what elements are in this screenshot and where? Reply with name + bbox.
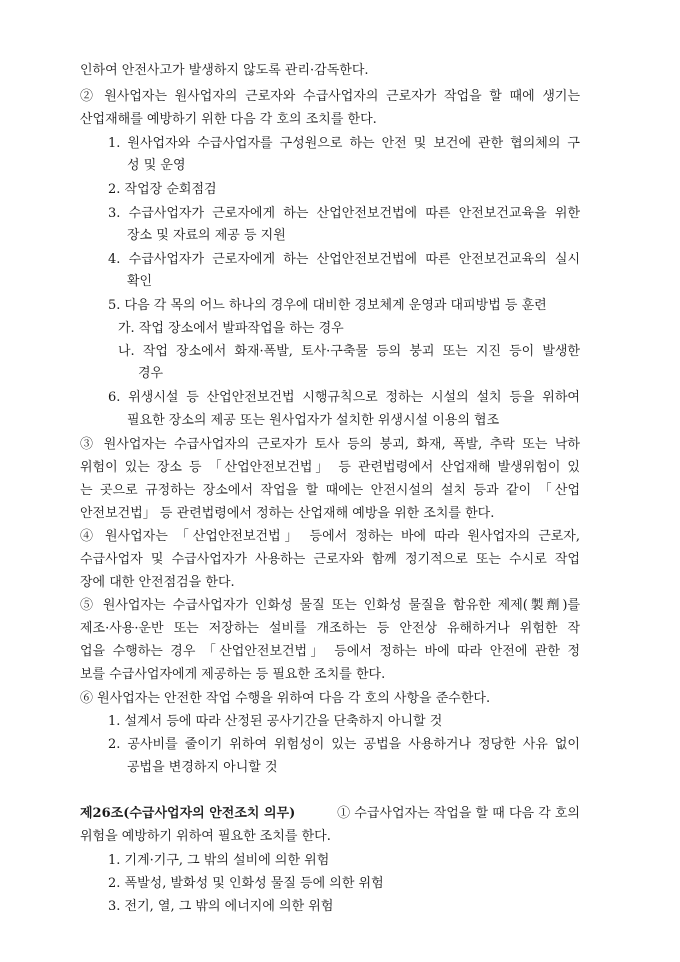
list-item: 1. 원사업자와 수급사업자를 구성원으로 하는 안전 및 보건에 관한 협의체의 구 <box>108 136 580 151</box>
list-item-continuation: 확인 <box>127 274 153 289</box>
list-item: 3. 수급사업자가 근로자에게 하는 산업안전보건법에 따른 안전보건교육을 위한 <box>108 206 580 221</box>
list-item: 6. 위생시설 등 산업안전보건법 시행규칙으로 정하는 시설의 설치 등을 위하여 <box>108 390 580 405</box>
text-line: ⑥ 원사업자는 안전한 작업 수행을 위하여 다음 각 호의 사항을 준수한다. <box>80 691 491 706</box>
text-line: 산업재해를 예방하기 위한 다음 각 호의 조치를 한다. <box>80 112 377 127</box>
list-item: 3. 전기, 열, 그 밖의 에너지에 의한 위험 <box>108 899 334 914</box>
text-line: ② 원사업자는 원사업자의 근로자와 수급사업자의 근로자가 작업을 할 때에 생기는 <box>80 89 580 104</box>
text-line: 안전보건법」 등 관련법령에서 정하는 산업재해 예방을 위한 조치를 한다. <box>80 506 495 521</box>
list-item-continuation: 공법을 변경하지 아니할 것 <box>127 760 278 775</box>
article-title: 제26조(수급사업자의 안전조치 의무) <box>80 806 296 821</box>
article-heading-line <box>80 806 580 822</box>
list-item: 5. 다음 각 목의 어느 하나의 경우에 대비한 경보체계 운영과 대피방법 등 훈련 <box>108 298 547 313</box>
list-item: 1. 기계·기구, 그 밖의 설비에 의한 위험 <box>108 853 330 868</box>
list-item: 2. 공사비를 줄이기 위하여 위험성이 있는 공법을 사용하거나 정당한 사유 없이 <box>108 737 580 752</box>
article-text: ① 수급사업자는 작업을 할 때 다음 각 호의 <box>337 806 580 821</box>
list-item: 2. 폭발성, 발화성 및 인화성 물질 등에 의한 위험 <box>108 876 384 891</box>
list-item-continuation: 장소 및 자료의 제공 등 지원 <box>127 228 286 243</box>
list-item-continuation: 성 및 운영 <box>127 158 186 173</box>
text-line: 는 곳으로 규정하는 장소에서 작업을 할 때에는 안전시설의 설치 등과 같이 「산업 <box>80 483 580 498</box>
text-line: 인하여 안전사고가 발생하지 않도록 관리·감독한다. <box>80 63 369 78</box>
text-line: ③ 원사업자는 수급사업자의 근로자가 토사 등의 붕괴, 화재, 폭발, 추락 또는 낙하 <box>80 437 580 452</box>
list-item-continuation: 필요한 장소의 제공 또는 원사업자가 설치한 위생시설 이용의 협조 <box>127 413 500 428</box>
text-line: ④ 원사업자는 「산업안전보건법」 등에서 정하는 바에 따라 원사업자의 근로자, <box>80 529 580 544</box>
text-line: 수급사업자 및 수급사업자가 사용하는 근로자와 함께 정기적으로 또는 수시로 작업 <box>80 552 580 567</box>
sub-list-item: 가. 작업 장소에서 발파작업을 하는 경우 <box>118 321 344 336</box>
text-line: 제조·사용·운반 또는 저장하는 설비를 개조하는 등 안전상 유해하거나 위험한 작 <box>80 621 580 636</box>
text-line: 위험이 있는 장소 등 「산업안전보건법」 등 관련법령에서 산업재해 발생위험이 있 <box>80 460 580 475</box>
text-line: ⑤ 원사업자는 수급사업자가 인화성 물질 또는 인화성 물질을 함유한 제제(製劑)를 <box>80 598 580 613</box>
text-line: 장에 대한 안전점검을 한다. <box>80 575 235 590</box>
list-item: 2. 작업장 순회점검 <box>108 182 217 197</box>
text-line: 업을 수행하는 경우 「산업안전보건법」 등에서 정하는 바에 따라 안전에 관한 정 <box>80 644 580 659</box>
list-item: 1. 설계서 등에 따라 산정된 공사기간을 단축하지 아니할 것 <box>108 714 443 729</box>
sub-list-item-continuation: 경우 <box>138 366 164 381</box>
sub-list-item: 나. 작업 장소에서 화재·폭발, 토사·구축물 등의 붕괴 또는 지진 등이 발생한 <box>118 344 580 359</box>
text-line: 위험을 예방하기 위하여 필요한 조치를 한다. <box>80 829 331 844</box>
list-item: 4. 수급사업자가 근로자에게 하는 산업안전보건법에 따른 안전보건교육의 실시 <box>108 252 580 267</box>
text-line: 보를 수급사업자에게 제공하는 등 필요한 조치를 한다. <box>80 667 386 682</box>
